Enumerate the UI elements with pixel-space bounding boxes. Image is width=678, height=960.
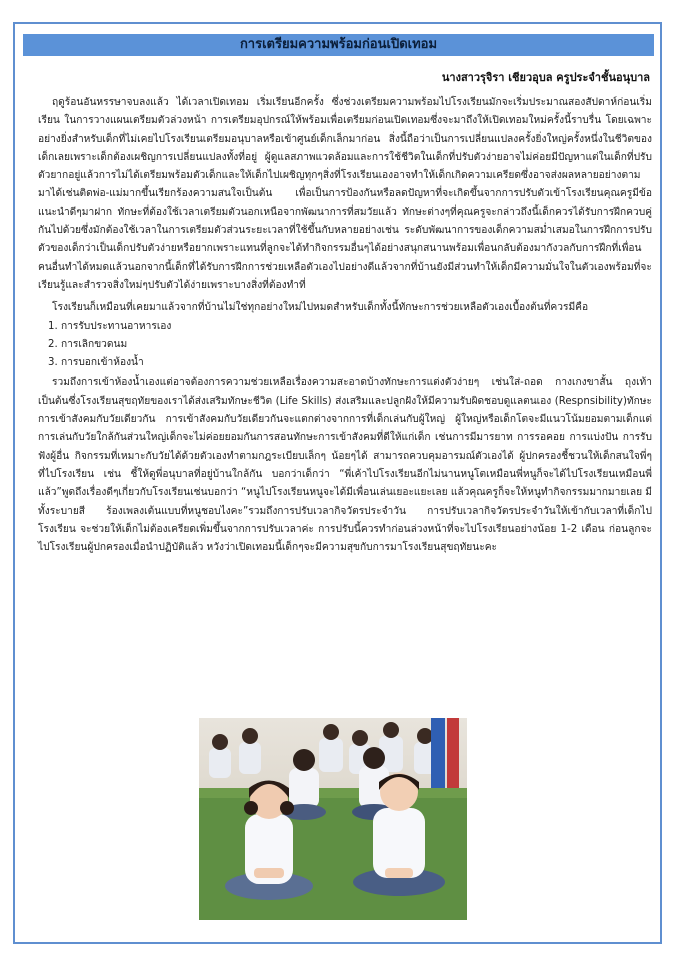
children-sitting-image: [199, 718, 467, 920]
paragraph-intro: ฤดูร้อนอันหรรษาจบลงแล้ว ได้เวลาเปิดเทอม เริ่มเรียนอีกครั้ง ซึ่งช่วงเตรียมความพร้อมไปโรงเรียนมักจะเริ่มประมาณสองสัปดาห์ก่อนเริ่มเรียน ในการวางแผนเตรียมตัวล่วงหน้า การเตรียมอุปกรณ์ให้พร้อมเพื่อเตรียมก่อนเปิดเทอมซึ่งจะมาถึงให้เปิดเทอมใหม่ครั้งนี้ราบรื่น โดยเฉพาะอย่างยิ่งสำหรับเด็กที่ไม่เคยไปโรงเรียนเตรียมอนุบาลหรือเข้าศูนย์เด็กเล็กมาก่อน สิ่งนี้ถือว่าเป็นการเปลี่ยนแปลงครั้งยิ่งใหญ่ครั้งหนึ่งในชีวิตของเด็กเลยเพราะเด็กต้องเผชิญการเปลี่ยนแปลงทั้งที่อยู่ ผู้ดูแลสภาพแวดล้อมและการใช้ชีวิตในเด็กที่ปรับตัวง่ายอาจไม่ค่อยมีปัญหาแต่ในเด็กที่ปรับตัวยากอยู่แล้วการไม่ได้เตรียมพร้อมตัวเด็กและให้เด็กไปเผชิญทุกๆสิ่งที่โรงเรียนเองอาจทำให้เด็กเกิดความเครียดซึ่งอาจส่งผลหลายอย่างตามมาได้เช่นติดพ่อ-แม่มากขึ้นเรียกร้องความสนใจเป็นต้น เพื่อเป็นการป้องกันหรือลดปัญหาที่จะเกิดขึ้นจากการปรับตัวเข้าโรงเรียนคุณครูมีข้อแนะนำดีๆมาฝาก ทักษะที่ต้องใช้เวลาเตรียมตัวนอกเหนือจากพัฒนาการที่สมวัยแล้ว ทักษะต่างๆที่คุณครูจะกล่าวถึงนี้เด็กควรได้รับการฝึกควบคู่กันไปด้วยซึ่งมักต้องใช้เวลาในการเตรียมตัวส่วนระยะเวลาที่ใช้ขึ้นกับหลายอย่างเช่น ระดับพัฒนาการของเด็กความสม่ำเสมอในการฝึกการปรับตัวของเด็กว่าเป็นเด็กปรับตัวง่ายหรือยากเพราะแทนที่ลูกจะได้ทำกิจกรรมอื่นๆได้อย่างสนุกสนานพร้อมเพื่อนกลับต้องมากังวลกับการฝึกที่เพื่อนคนอื่นทำได้หมดแล้วนอกจากนี้เด็กที่ได้รับการฝึกการช่วยเหลือตัวเองไปอย่างดีแล้วจากที่บ้านยังมีส่วนทำให้เด็กมีความมั่นใจในตัวเองพร้อมที่จะเรียนรู้และสำรวจสิ่งใหม่ๆปรับตัวได้ง่ายเพราะบางสิ่งที่ต้องทำที่: [38, 97, 652, 291]
article-body: [38, 94, 652, 557]
paragraph-details: รวมถึงการเข้าห้องน้ำเองแต่อาจต้องการความช่วยเหลือเรื่องความสะอาดบ้างทักษะการแต่งตัวง่ายๆ เช่นใส่-ถอด กางเกงขาสั้น ถุงเท้าเป็นต้นซึ่งโรงเรียนสุขฤทัยของเราได้ส่งเสริมทักษะชีวิต (Life Skills) ส่งเสริมและปลูกฝังให้มีความรับผิดชอบดูแลตนเอง (Respnsibility)ทักษะการเข้าสังคมกับวัยเดียวกัน การเข้าสังคมกับวัยเดียวกันจะแตกต่างจากการที่เด็กเล่นกับผู้ใหญ่ ผู้ใหญ่หรือเด็กโตจะมีแนวโน้มยอมตามเด็กแต่การเล่นกับวัยใกล้กันส่วนใหญ่เด็กจะไม่ค่อยยอมกันการสอนทักษะการเข้าสังคมที่ดีให้แก่เด็ก เช่นการมีมารยาท การรอคอย การแบ่งปัน การรับฟังผู้อื่น กิจกรรมที่เหมาะกับวัยได้ด้วยตัวเองทำตามกฎระเบียบเล็กๆ น้อยๆได้ สามารถควบคุมอารมณ์ตัวเองได้ ผู้ปกครองชี้ชวนให้เด็กสนใจพี่ๆ ที่ไปโรงเรียน เช่น ชี้ให้ดูพี่อนุบาลที่อยู่บ้านใกล้กัน บอกว่าเด็กว่า “พี่เค้าไปโรงเรียนอีกไม่นานหนูโตเหมือนพี่หนูก็จะได้ไปโรงเรียนเหมือนพี่แล้ว”พูดถึงเรื่องดีๆเกี่ยวกับโรงเรียนเช่นบอกว่า “หนูไปโรงเรียนหนูจะได้มีเพื่อนเล่นเยอะแยะเลย แล้วคุณครูก็จะให้หนูทำกิจกรรมมากมายเลย มีทั้งระบายสี ร้องเพลงเต้นแบบที่หนูชอบไงคะ”รวมถึงการปรับเวลากิจวัตรประจำวัน การปรับเวลากิจวัตรประจำวันให้เข้ากับเวลาที่เด็กไปโรงเรียน จะช่วยให้เด็กไม่ต้องเครียดเพิ่มขึ้นจากการปรับเวลาค่ะ การปรับนี้ควรทำก่อนล่วงหน้าที่จะไปโรงเรียนอย่างน้อย 1-2 เดือน ก่อนลูกจะไปโรงเรียนผู้ปกครองเมื่อนำปฏิบัติแล้ว หวังว่าเปิดเทอมนี้เด็กๆจะมีความสุขกับการมาโรงเรียนสุขฤทัยนะคะ: [38, 377, 652, 554]
list-item: 3. การบอกเข้าห้องน้ำ: [48, 357, 144, 369]
author-line: นางสาวรุจิรา เชียวอุบล ครูประจำชั้นอนุบาล: [441, 71, 650, 84]
list-item: 1. การรับประทานอาหารเอง: [48, 320, 172, 332]
skills-list: [38, 318, 652, 373]
paragraph-skills-intro: โรงเรียนก็เหมือนที่เคยมาแล้วจากที่บ้านไม่ใช่ทุกอย่างใหม่ไปหมดสำหรับเด็กทั้งนี้ทักษะการช่วยเหลือตัวเองเบื้องต้นที่ควรมีคือ: [52, 302, 589, 314]
classroom-photo: [199, 718, 467, 920]
article-title: การเตรียมความพร้อมก่อนเปิดเทอม: [23, 34, 654, 56]
list-item: 2. การเลิกขวดนม: [48, 338, 128, 350]
